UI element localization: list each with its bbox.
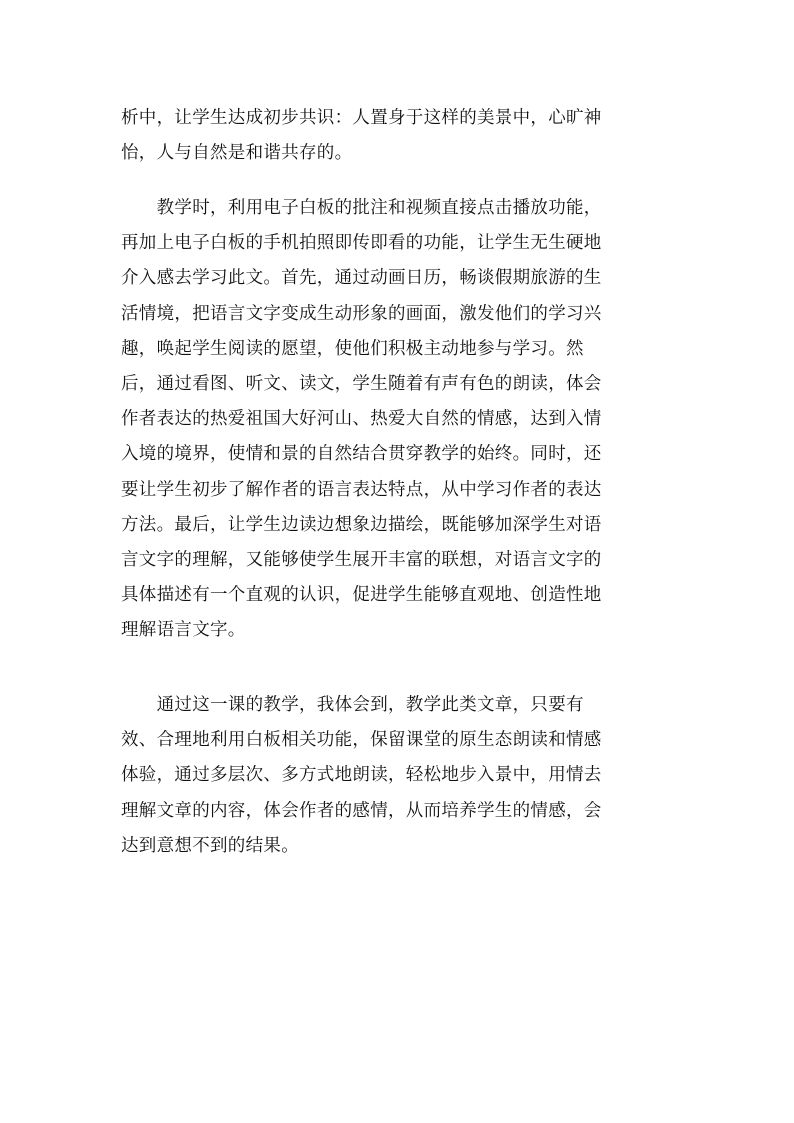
paragraph-line: 趣，唤起学生阅读的愿望，使他们积极主动地参与学习。然 bbox=[121, 338, 584, 359]
paragraph-line: 后，通过看图、听文、读文，学生随着有声有色的朗读，体会 bbox=[121, 373, 602, 394]
paragraph-line: 再加上电子白板的手机拍照即传即看的功能，让学生无生硬地 bbox=[121, 233, 602, 254]
paragraph-line: 具体描述有一个直观的认识，促进学生能够直观地、创造性地 bbox=[121, 585, 602, 606]
paragraph-2 bbox=[121, 191, 661, 648]
paragraph-line: 体验，通过多层次、多方式地朗读，轻松地步入景中，用情去 bbox=[121, 765, 602, 786]
paragraph-line: 析中，让学生达成初步共识：人置身于这样的美景中，心旷神 bbox=[121, 108, 602, 128]
paragraph-line: 言文字的理解，又能够使学生展开丰富的联想，对语言文字的 bbox=[121, 549, 602, 570]
paragraph-3 bbox=[121, 688, 661, 864]
paragraph-line: 介入感去学习此文。首先，通过动画日历，畅谈假期旅游的生 bbox=[121, 268, 602, 289]
paragraph-line: 通过这一课的教学，我体会到，教学此类文章，只要有 bbox=[121, 695, 584, 715]
paragraph-line: 教学时，利用电子白板的批注和视频直接点击播放功能， bbox=[121, 198, 602, 218]
paragraph-line: 方法。最后，让学生边读边想象边描绘，既能够加深学生对语 bbox=[121, 514, 602, 535]
paragraph-line: 达到意想不到的结果。 bbox=[121, 835, 299, 856]
paragraph-line: 活情境，把语言文字变成生动形象的画面，激发他们的学习兴 bbox=[121, 303, 602, 324]
paragraph-line: 理解文章的内容，体会作者的感情，从而培养学生的情感，会 bbox=[121, 800, 602, 821]
paragraph-line: 要让学生初步了解作者的语言表达特点，从中学习作者的表达 bbox=[121, 479, 602, 500]
paragraph-line: 入境的境界，使情和景的自然结合贯穿教学的始终。同时，还 bbox=[121, 444, 602, 465]
paragraph-line: 效、合理地利用白板相关功能，保留课堂的原生态朗读和情感 bbox=[121, 730, 602, 751]
paragraph-line: 理解语言文字。 bbox=[121, 620, 246, 641]
paragraph-1 bbox=[121, 101, 661, 171]
paragraph-line: 作者表达的热爱祖国大好河山、热爱大自然的情感，达到入情 bbox=[121, 409, 602, 430]
paragraph-line: 怡，人与自然是和谐共存的。 bbox=[121, 143, 353, 164]
